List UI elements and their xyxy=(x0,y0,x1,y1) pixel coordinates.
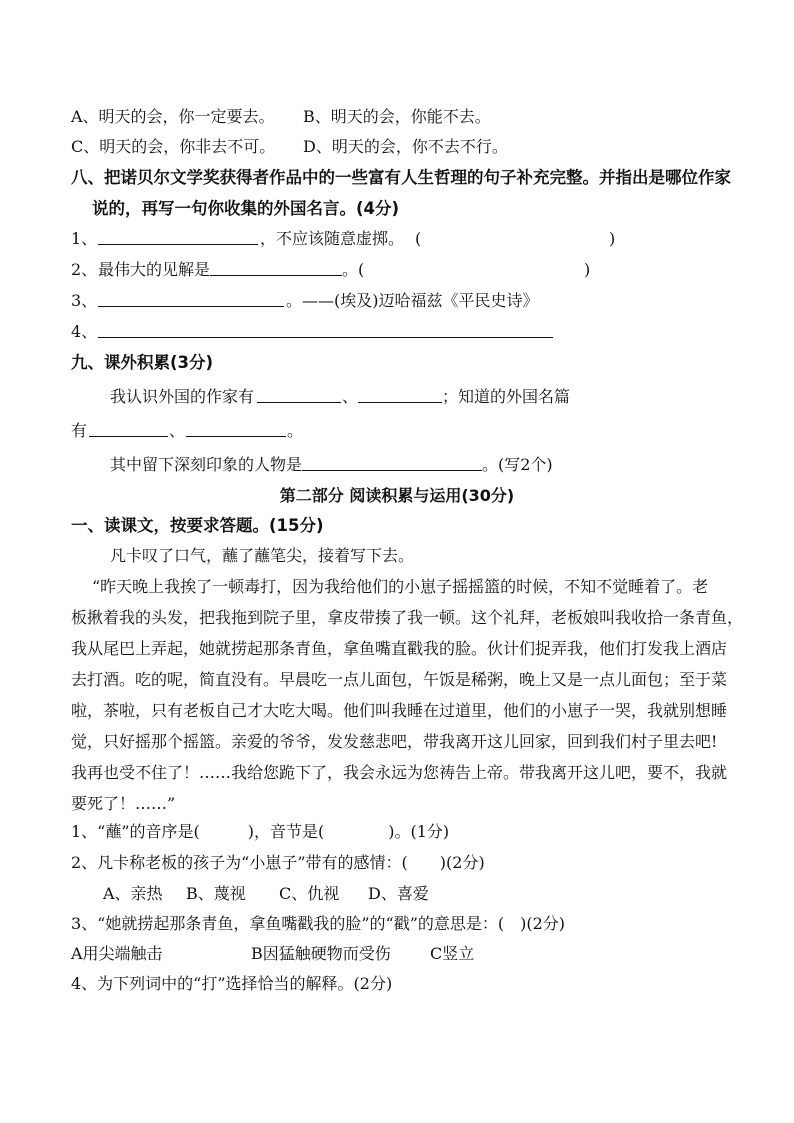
text: 我认识外国的作家有 xyxy=(110,387,255,406)
item-number: 4、 xyxy=(71,322,98,341)
reading-q2: 2、凡卡称老板的孩子为“小崽子”带有的感情：( )(2分) xyxy=(71,853,485,872)
q9-title: 九、课外积累(3分) xyxy=(71,353,214,372)
passage-line-0: 凡卡叹了口气，蘸了蘸笔尖，接着写下去。 xyxy=(110,546,415,565)
option-a: A、明天的会，你一定要去。 xyxy=(71,107,275,126)
reading-q4: 4、为下列词中的“打”选择恰当的解释。(2分) xyxy=(71,974,393,993)
text: 。 xyxy=(287,421,304,440)
option-c: C、明天的会，你非去不可。 xyxy=(71,137,276,156)
reading-q3: 3、“她就捞起那条青鱼，拿鱼嘴戳我的脸”的“戳”的意思是：( )(2分) xyxy=(71,914,566,933)
passage-line-6: 觉，只好摇那个摇篮。亲爱的爷爷，发发慈悲吧，带我离开这儿回家，回到我们村子里去吧! xyxy=(71,732,718,751)
answer-blank[interactable] xyxy=(302,455,482,471)
paren-close: ) xyxy=(609,229,616,248)
item-text: 。——(埃及)迈哈福兹《平民史诗》 xyxy=(286,291,539,310)
passage-line-4: 去打酒。吃的呢，简直没有。早晨吃一点儿面包，午饭是稀粥，晚上又是一点儿面包；至于菜 xyxy=(71,670,728,689)
passage-line-7: 我再也受不住了！……我给您跪下了，我会永远为您祷告上帝。带我离开这儿吧，要不，我就 xyxy=(71,763,728,782)
passage-line-3: 我从尾巴上弄起，她就捞起那条青鱼，拿鱼嘴直戳我的脸。伙计们捉弄我，他们打发我上酒店 xyxy=(71,639,728,658)
paren-open: ( xyxy=(415,229,422,248)
answer-blank[interactable] xyxy=(358,387,442,403)
q3-option-c: C竖立 xyxy=(430,944,475,963)
answer-blank[interactable] xyxy=(89,421,168,437)
reading-title: 一、读课文，按要求答题。(15分) xyxy=(71,516,324,535)
text: 有 xyxy=(71,421,88,440)
item-text: ，不应该随意虚掷。 xyxy=(260,229,405,248)
item-number: 3、 xyxy=(71,291,98,310)
q3-option-b: B因猛触硬物而受伤 xyxy=(251,944,391,963)
answer-blank[interactable] xyxy=(210,260,342,276)
option-b: B、明天的会，你能不去。 xyxy=(303,107,491,126)
passage-line-2: 板揪着我的头发，把我拖到院子里，拿皮带揍了我一顿。这个礼拜，老板娘叫我收拾一条青鱼， xyxy=(71,608,744,627)
text: ；知道的外国名篇 xyxy=(442,387,571,406)
q2-option-a: A、亲热 xyxy=(103,884,163,903)
q3-option-a: A用尖端触击 xyxy=(71,944,163,963)
item-number: 2、 xyxy=(71,260,98,279)
passage-line-5: 啦，茶啦，只有老板自己才大吃大喝。他们叫我睡在过道里，他们的小崽子一哭，我就别想睡 xyxy=(71,701,728,720)
option-d: D、明天的会，你不去不行。 xyxy=(303,137,508,156)
text: 。(写2个) xyxy=(482,455,553,474)
q8-title-line1: 八、把诺贝尔文学奖获得者作品中的一些富有人生哲理的句子补充完整。并指出是哪位作家 xyxy=(71,168,731,187)
passage-line-1: “昨天晚上我挨了一顿毒打，因为我给他们的小崽子摇摇篮的时候，不知不觉睡着了。老 xyxy=(92,577,709,596)
answer-blank[interactable] xyxy=(98,322,553,338)
paren-close: ) xyxy=(584,260,591,279)
q2-option-b: B、蔑视 xyxy=(186,884,246,903)
q2-option-c: C、仇视 xyxy=(279,884,340,903)
item-text: 最伟大的见解是 xyxy=(98,260,211,279)
item-number: 1、 xyxy=(71,229,98,248)
passage-line-8: 要死了！……” xyxy=(71,794,176,813)
answer-blank[interactable] xyxy=(186,421,286,437)
separator: 、 xyxy=(342,387,359,406)
item-end: 。( xyxy=(342,260,365,279)
answer-blank[interactable] xyxy=(98,291,284,307)
q2-option-d: D、喜爱 xyxy=(368,884,429,903)
answer-blank[interactable] xyxy=(257,387,341,403)
part2-title: 第二部分 阅读积累与运用(30分) xyxy=(279,486,515,505)
reading-q1: 1、“蘸”的音序是( )，音节是( )。(1分) xyxy=(71,822,450,841)
q8-title-line2: 说的，再写一句你收集的外国名言。(4分) xyxy=(92,199,400,218)
separator: 、 xyxy=(169,421,186,440)
answer-blank[interactable] xyxy=(98,229,258,245)
text: 其中留下深刻印象的人物是 xyxy=(110,455,303,474)
